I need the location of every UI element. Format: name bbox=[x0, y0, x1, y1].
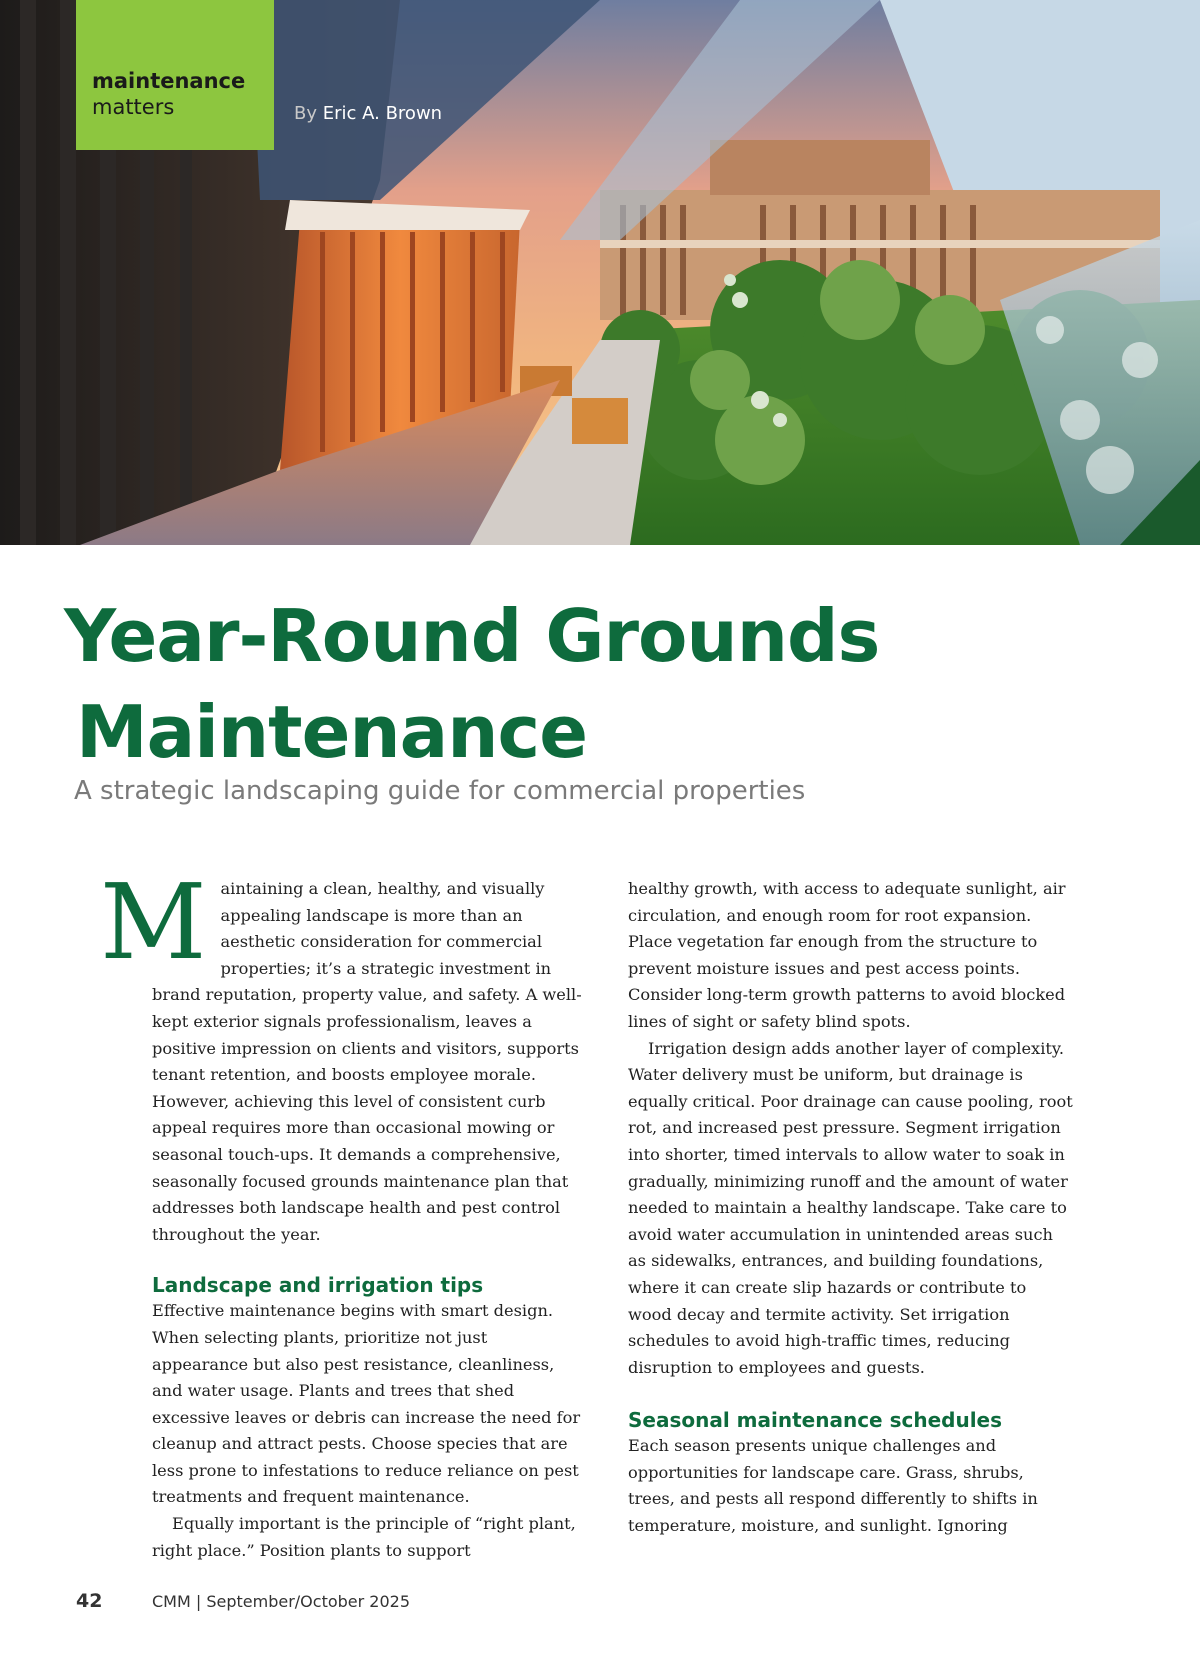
article-title-line2: Maintenance bbox=[76, 690, 588, 774]
byline-author: Eric A. Brown bbox=[322, 103, 443, 124]
article-title bbox=[64, 588, 1144, 780]
section-tag bbox=[76, 0, 274, 150]
byline bbox=[294, 103, 442, 124]
body-paragraph-continued: healthy growth, with access to adequate sunlight, air circulation, and enough room for root expansion. Place vegetation far enough from the structure to prevent moisture issues and pest access points. Consider long-term growth patterns to avoid blocked lines of sight or safety blind spots. bbox=[628, 879, 1066, 1031]
body-paragraph: Irrigation design adds another layer of complexity. Water delivery must be uniform, but drainage is equally critical. Poor drainage can cause pooling, root rot, and increased pest pressure. Segment irrigation into shorter, timed intervals to allow water to soak in gradually, minimizing runoff and the amount of water needed to maintain a healthy landscape. Take care to avoid water accumulation in unintended areas such as sidewalks, entrances, and building foundations, where it can create slip hazards or contribute to wood decay and termite activity. Set irrigation schedules to avoid high-traffic times, reducing disruption to employees and guests. bbox=[628, 1038, 1073, 1377]
drop-cap: M bbox=[100, 861, 207, 983]
article-subtitle: A strategic landscaping guide for commercial properties bbox=[74, 776, 806, 806]
section-tag-line2: matters bbox=[92, 95, 175, 119]
column-left bbox=[100, 861, 582, 1564]
page-number: 42 bbox=[76, 1590, 103, 1612]
article-title-line1: Year-Round Grounds bbox=[64, 594, 880, 678]
section-heading-seasonal: Seasonal maintenance schedules bbox=[628, 1408, 1003, 1433]
intro-text: aintaining a clean, healthy, and visually appealing landscape is more than an aesthetic consideration for commercial properties; it’s a strategic investment in brand reputation, property value, and safety. A well-kept exterior signals professionalism, leaves a positive impression on clients and visitors, supports tenant retention, and boosts employee morale. However, achieving this level of consistent curb appeal requires more than occasional mowing or seasonal touch-ups. It demands a comprehensive, seasonally focused grounds maintenance plan that addresses both landscape health and pest control throughout the year. bbox=[152, 879, 582, 1244]
body-paragraph: Each season presents unique challenges and opportunities for landscape care. Grass, shrubs, trees, and pests all respond differently to shifts in temperature, moisture, and sunlight. Ignoring bbox=[628, 1436, 1038, 1536]
body-paragraph bbox=[152, 1511, 582, 1564]
body-paragraph: Effective maintenance begins with smart design. When selecting plants, prioritize not just appearance but also pest resistance, cleanliness, and water usage. Plants and trees that shed excessive leaves or debris can increase the need for cleanup and attract pests. Choose species that are less prone to infestations to reduce reliance on pest treatments and frequent maintenance. bbox=[152, 1301, 581, 1507]
hero-image bbox=[0, 0, 1200, 545]
publication-info: CMM | September/October 2025 bbox=[152, 1592, 411, 1611]
section-tag-line1: maintenance bbox=[92, 69, 246, 93]
column-right bbox=[628, 876, 1073, 1540]
section-heading-landscape: Landscape and irrigation tips bbox=[152, 1273, 484, 1298]
byline-prefix: By bbox=[294, 103, 318, 124]
body-text: Equally important is the principle of “right plant, right place.” Position plants to support bbox=[152, 1514, 576, 1560]
intro-paragraph bbox=[100, 861, 582, 1248]
